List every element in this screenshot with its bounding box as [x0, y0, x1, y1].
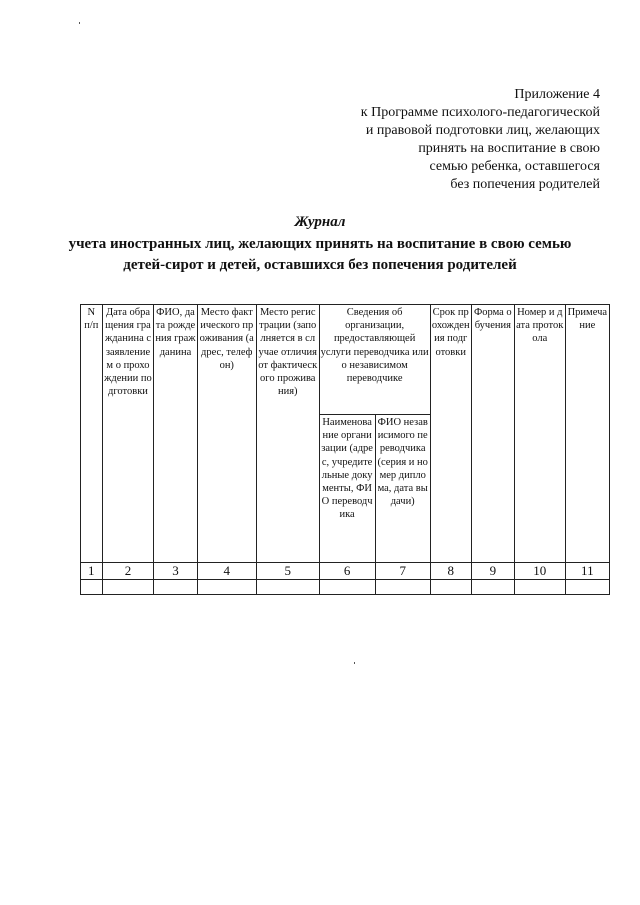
header-name: ФИО, дата рождения гражданина — [154, 305, 197, 563]
column-number: 8 — [430, 563, 471, 580]
scan-speck — [354, 662, 355, 664]
column-number: 1 — [81, 563, 103, 580]
appendix-line: Приложение 4 — [514, 87, 600, 102]
appendix-line: семью ребенка, оставшегося — [429, 159, 600, 174]
column-number: 7 — [375, 563, 430, 580]
header-date: Дата обращения гражданина с заявлением о прохождении подготовки — [102, 305, 154, 563]
empty-cell — [81, 580, 103, 595]
header-org-name: Наименование организации (адрес, учредительные документы, ФИО переводчика — [319, 415, 375, 563]
header-registration: Место регистрации (заполняется в случае отличия от фактического проживания) — [256, 305, 319, 563]
header-number: N п/п — [81, 305, 103, 563]
appendix-line: принять на воспитание в свою — [418, 141, 600, 156]
column-number: 2 — [102, 563, 154, 580]
scan-speck — [79, 22, 80, 24]
appendix-line: к Программе психолого-педагогической — [360, 105, 600, 120]
column-number: 9 — [471, 563, 514, 580]
empty-cell — [256, 580, 319, 595]
journal-subtitle-line-2: детей-сирот и детей, оставшихся без попечения родителей — [123, 257, 517, 273]
column-number-row — [81, 563, 610, 580]
empty-cell — [514, 580, 565, 595]
header-translator-group: Сведения об организации, предоставляющей услуги переводчика или о независимом переводчике — [319, 305, 430, 415]
header-residence: Место фактического проживания (адрес, телефон) — [197, 305, 256, 563]
empty-cell — [102, 580, 154, 595]
header-translator-fio: ФИО независимого переводчика (серия и номер диплома, дата выдачи) — [375, 415, 430, 563]
journal-title: Журнал — [294, 214, 346, 230]
table-header-row — [81, 305, 610, 415]
journal-table — [80, 304, 610, 595]
column-number: 4 — [197, 563, 256, 580]
column-number: 10 — [514, 563, 565, 580]
journal-subtitle-line-1: учета иностранных лиц, желающих принять на воспитание в свою семью — [68, 236, 572, 252]
header-form: Форма обучения — [471, 305, 514, 563]
header-term: Срок прохождения подготовки — [430, 305, 471, 563]
empty-cell — [565, 580, 609, 595]
empty-cell — [319, 580, 375, 595]
empty-cell — [375, 580, 430, 595]
appendix-line: и правовой подготовки лиц, желающих — [365, 123, 600, 138]
column-number: 5 — [256, 563, 319, 580]
column-number: 3 — [154, 563, 197, 580]
column-number: 11 — [565, 563, 609, 580]
empty-data-row — [81, 580, 610, 595]
empty-cell — [430, 580, 471, 595]
header-note: Примечание — [565, 305, 609, 563]
appendix-line: без попечения родителей — [450, 177, 600, 192]
column-number: 6 — [319, 563, 375, 580]
appendix-header — [270, 86, 600, 194]
empty-cell — [154, 580, 197, 595]
empty-cell — [197, 580, 256, 595]
header-protocol: Номер и дата протокола — [514, 305, 565, 563]
empty-cell — [471, 580, 514, 595]
